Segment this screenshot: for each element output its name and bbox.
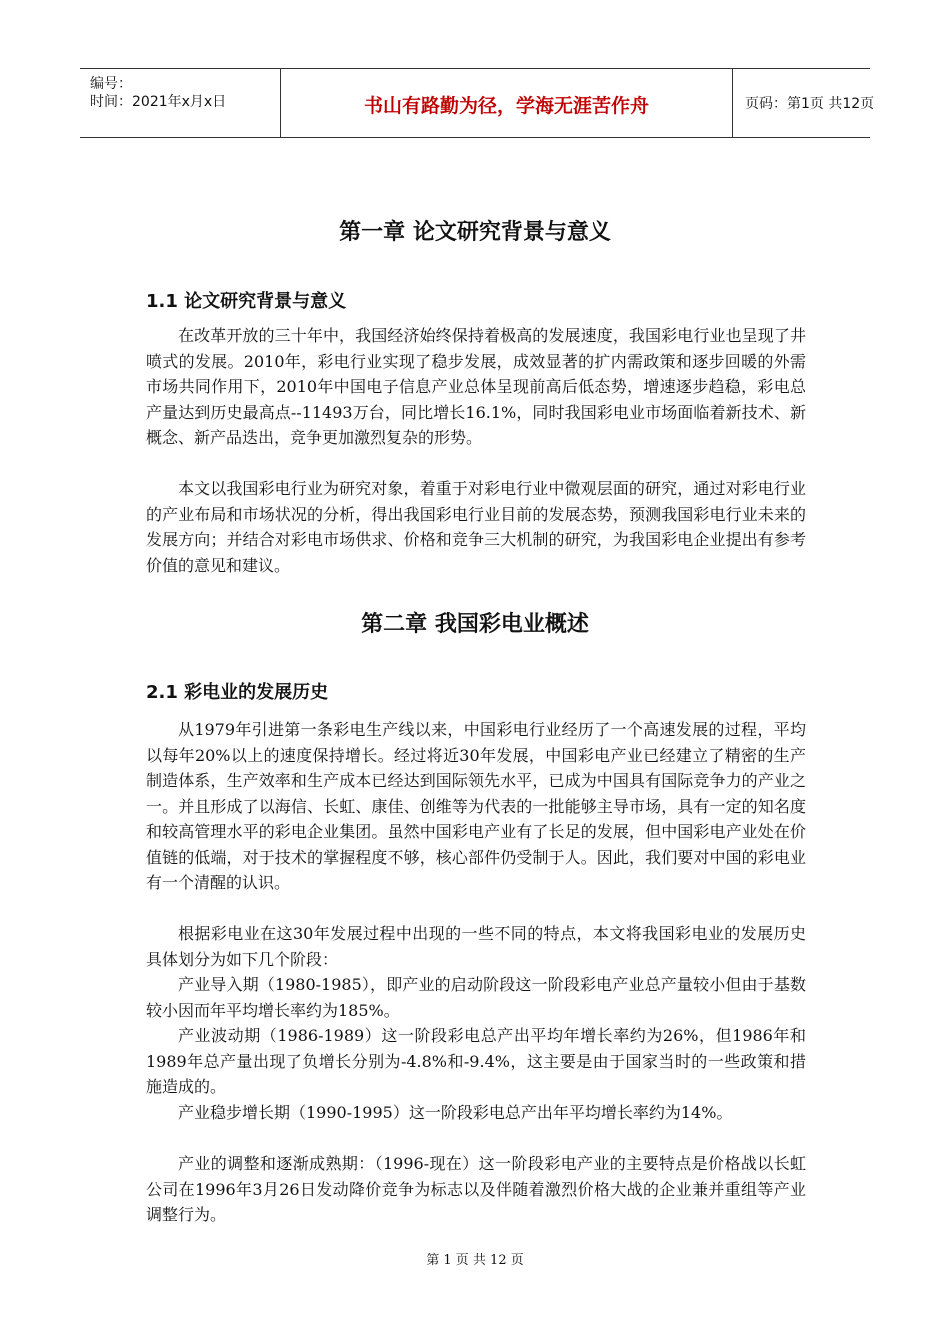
header-motto-cell xyxy=(281,69,733,137)
chapter-1-title: 第一章 论文研究背景与意义 xyxy=(339,220,611,245)
paragraph: 产业的调整和逐渐成熟期：（1996-现在）这一阶段彩电产业的主要特点是价格战以长虹公司在1996年3月26日发动降价竞争为标志以及伴随着激烈价格大战的企业兼并重组等产业调整行为。 xyxy=(146,1154,806,1224)
paragraph: 产业导入期（1980-1985），即产业的启动阶段这一阶段彩电产业总产量较小但由于基数较小因而年平均增长率约为185%。 xyxy=(146,975,806,1020)
section-2-1-title: 2.1 彩电业的发展历史 xyxy=(146,682,329,703)
page-code: 页码：第1页 共12页 xyxy=(745,96,875,112)
number-label: 编号： xyxy=(90,76,132,92)
paragraph: 产业稳步增长期（1990-1995）这一阶段彩电总产出年平均增长率约为14%。 xyxy=(178,1103,733,1122)
paragraph: 在改革开放的三十年中，我国经济始终保持着极高的发展速度，我国彩电行业也呈现了井喷式的发展。2010年，彩电行业实现了稳步发展，成效显著的扩内需政策和逐步回暖的外需市场共同作用下，2010年中国电子信息产业总体呈现前高后低态势，增速逐步趋稳，彩电总产量达到历史最高点--11493万台，同比增长16.1%，同时我国彩电业市场面临着新技术、新概念、新产品迭出，竞争更加激烈复杂的形势。 xyxy=(146,326,806,447)
header-info-cell xyxy=(80,69,281,137)
motto-text: 书山有路勤为径，学海无涯苦作舟 xyxy=(363,95,649,117)
header-page-cell xyxy=(733,69,875,137)
time-label: 时间：2021年x月x日 xyxy=(90,94,227,110)
page-footer: 第 1 页 共 12 页 xyxy=(426,1253,524,1268)
paragraph: 本文以我国彩电行业为研究对象，着重于对彩电行业中微观层面的研究，通过对彩电行业的产业布局和市场状况的分析，得出我国彩电行业目前的发展态势，预测我国彩电行业未来的发展方向；并结合对彩电市场供求、价格和竞争三大机制的研究，为我国彩电企业提出有参考价值的意见和建议。 xyxy=(146,479,806,575)
page-header xyxy=(80,68,875,138)
paragraph: 产业波动期（1986-1989）这一阶段彩电总产出平均年增长率约为26%，但1986年和1989年总产量出现了负增长分别为-4.8%和-9.4%，这主要是由于国家当时的一些政策和措施造成的。 xyxy=(146,1026,806,1096)
paragraph: 根据彩电业在这30年发展过程中出现的一些不同的特点，本文将我国彩电业的发展历史具体划分为如下几个阶段： xyxy=(146,924,806,969)
chapter-2-title: 第二章 我国彩电业概述 xyxy=(361,612,589,637)
paragraph: 从1979年引进第一条彩电生产线以来，中国彩电行业经历了一个高速发展的过程，平均以每年20%以上的速度保持增长。经过将近30年发展，中国彩电产业已经建立了精密的生产制造体系，生产效率和生产成本已经达到国际领先水平，已成为中国具有国际竞争力的产业之一。并且形成了以海信、长虹、康佳、创维等为代表的一批能够主导市场，具有一定的知名度和较高管理水平的彩电企业集团。虽然中国彩电产业有了长足的发展，但中国彩电产业处在价值链的低端，对于技术的掌握程度不够，核心部件仍受制于人。因此，我们要对中国的彩电业有一个清醒的认识。 xyxy=(146,720,806,892)
section-1-1-title: 1.1 论文研究背景与意义 xyxy=(146,291,347,312)
